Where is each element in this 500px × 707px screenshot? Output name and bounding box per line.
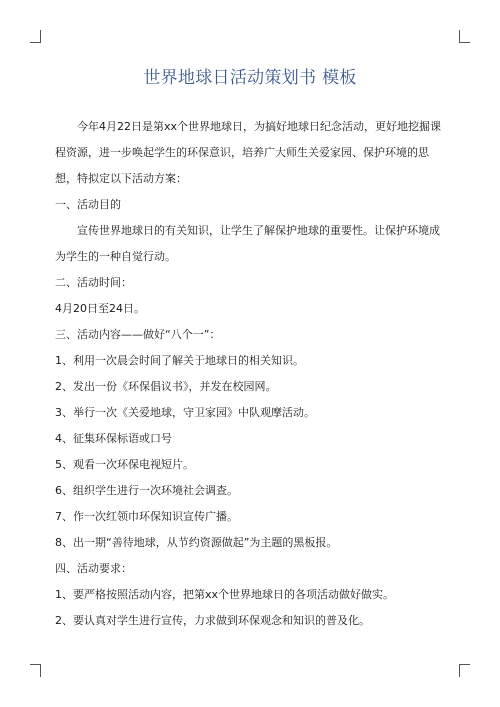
intro-paragraph: 今年4月22日是第xx个世界地球日，为搞好地球日纪念活动，更好地挖掘课程资源，进一步唤起学生的环保意识，培养广大师生关爱家园、保护环境的思想，特拟定以下活动方案： <box>55 120 442 185</box>
list-item: 7、作一次红领巾环保知识宣传广播。 <box>55 510 238 523</box>
list-item: 5、观看一次环保电视短片。 <box>55 458 194 471</box>
crop-mark-bottom-left <box>30 664 41 677</box>
crop-mark-top-right <box>459 30 470 43</box>
purpose-paragraph: 宣传世界地球日的有关知识，让学生了解保护地球的重要性。让保护环境成为学生的一种自觉行动。 <box>55 224 440 263</box>
list-item: 6、组织学生进行一次环境社会调查。 <box>55 484 238 497</box>
list-item: 3、举行一次《关爱地球，守卫家园》中队观摩活动。 <box>55 406 315 419</box>
document-body <box>55 114 445 634</box>
list-item: 1、利用一次晨会时间了解关于地球日的相关知识。 <box>55 354 304 367</box>
document-title: 世界地球日活动策划书 模板 <box>143 68 357 88</box>
section-heading-requirements: 四、活动要求： <box>55 562 132 575</box>
crop-mark-top-left <box>30 30 41 43</box>
time-paragraph: 4月20日至24日。 <box>55 302 145 315</box>
requirement-item: 1、要严格按照活动内容，把第xx个世界地球日的各项活动做好做实。 <box>55 588 395 601</box>
section-heading-purpose: 一、活动目的 <box>55 198 121 211</box>
list-item: 8、出一期“善待地球，从节约资源做起”为主题的黑板报。 <box>55 536 338 549</box>
list-item: 2、发出一份《环保倡议书》，并发在校园网。 <box>55 380 277 393</box>
section-heading-content: 三、活动内容——做好“八个一”： <box>55 328 221 341</box>
requirement-item: 2、要认真对学生进行宣传，力求做到环保观念和知识的普及化。 <box>55 614 370 627</box>
crop-mark-bottom-right <box>459 664 470 677</box>
list-item: 4、征集环保标语或口号 <box>55 432 172 445</box>
section-heading-time: 二、活动时间： <box>55 276 132 289</box>
